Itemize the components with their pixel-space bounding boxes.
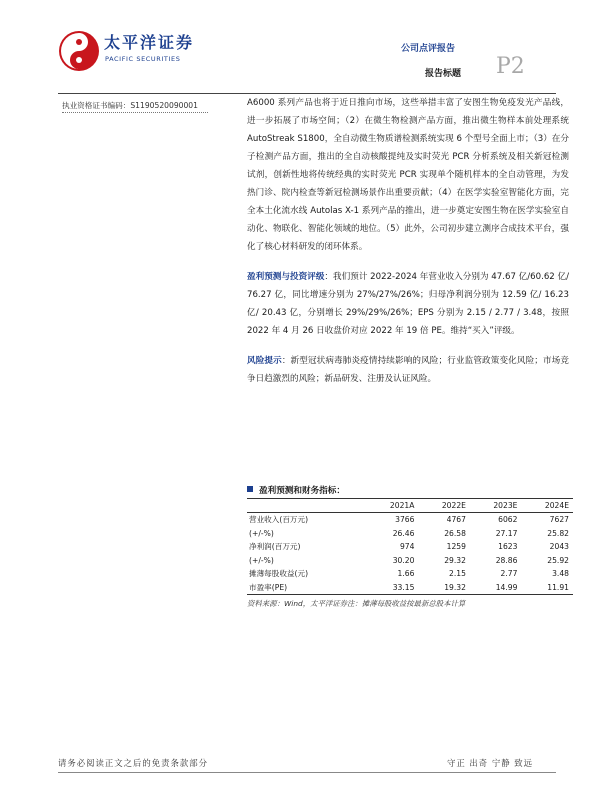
financial-table-section <box>247 484 573 609</box>
header-cell: 2021A <box>366 499 418 513</box>
table-title-text: 盈利预测和财务指标： <box>259 486 345 496</box>
table-cell: 4767 <box>446 515 466 525</box>
sidebar-divider <box>62 112 208 113</box>
footer-divider <box>58 772 556 773</box>
main-text <box>247 94 569 388</box>
table-row <box>247 581 573 595</box>
pacific-securities-logo-icon <box>58 28 102 74</box>
brand-logo <box>58 28 238 74</box>
table-cell: 25.82 <box>547 528 569 538</box>
table-cell: 1.66 <box>397 569 415 579</box>
table-cell: 29.32 <box>444 555 466 565</box>
table-cell: 2.15 <box>449 569 466 579</box>
table-title <box>247 484 573 499</box>
table-row <box>247 540 573 554</box>
table-row <box>247 513 573 527</box>
table-cell: 30.20 <box>392 555 415 565</box>
risk-paragraph <box>247 352 569 388</box>
report-type: 公司点评报告 <box>401 44 456 54</box>
table-row <box>247 554 573 568</box>
financial-table <box>247 499 573 595</box>
footer-slogan: 守正 出奇 宁静 致远 <box>447 758 533 768</box>
table-cell: 14.99 <box>470 581 522 595</box>
risk-label: 风险提示 <box>247 356 282 366</box>
report-title: 报告标题 <box>425 69 462 79</box>
square-bullet-icon <box>247 486 253 492</box>
forecast-text: ：我们预计 2022-2024 年营业收入分别为 47.67 亿/60.62 亿/ 76.27 亿，同比增速分别为 27%/27%/26%；归母净利润分别为 12.59 亿/ 16.23 亿/ 20.43 亿，分别增长 29%/29%/26%；EPS 分别为 2.15 / 2.77 / 3.48，按照 2022 年 4 月 26 日收盘价对应 2022 年 19 倍 PE。维持“买入”评级。 <box>247 272 569 336</box>
row-label: 营业收入(百万元) <box>249 515 309 525</box>
table-row <box>247 527 573 541</box>
table-cell: 2.77 <box>500 569 518 579</box>
row-label: 市盈率(PE) <box>247 581 366 595</box>
table-cell: 26.46 <box>392 528 415 538</box>
table-cell: 33.15 <box>366 581 418 595</box>
header-cell <box>247 499 366 513</box>
brand-name-en: PACIFIC SECURITIES <box>105 55 181 63</box>
table-cell: 26.58 <box>444 528 466 538</box>
brand-name-cn: 太平洋证券 <box>104 33 195 52</box>
table-source-note: 资料来源：Wind，太平洋证券注：摊薄每股收益按最新总股本计算 <box>247 599 466 608</box>
table-cell: 974 <box>399 542 415 552</box>
analyst-license: 执业资格证书编码：S1190520090001 <box>62 101 198 110</box>
row-label: 净利润(百万元) <box>249 542 301 552</box>
table-cell: 1259 <box>446 542 466 552</box>
product-paragraph: A6000 系列产品也将于近日推向市场，这些举措丰富了安图生物免疫发光产品线，进一步拓展了市场空间；（2）在微生物检测产品方面，推出微生物样本前处理系统 AutoStreak S1800，全自动微生物质谱检测系统实现 6 个型号全面上市；（3）在分子检测产品方面，推出的全自动核酸提纯及实时荧光 PCR 分析系统及相关新冠检测试剂，创新性地将传统经典的实时荧光 PCR 实现单个随机样本的全自动管理，为发热门诊、院内检查等新冠检测场景作出重要贡献；（4）在医学实验室智能化方面，完全本土化流水线 Autolas X-1 系列产品的推出，进一步奠定安图生物在医学实验室自动化、物联化、智能化领域的地位。（5）此外，公司初步建立测序合成技术平台，强化了核心材料研发的闭环体系。 <box>247 98 569 252</box>
table-cell: 2043 <box>549 542 569 552</box>
table-row <box>247 567 573 581</box>
table-cell: 25.92 <box>547 555 569 565</box>
table-cell: 27.17 <box>495 528 518 538</box>
table-header-row <box>247 499 573 513</box>
table-cell: 19.32 <box>418 581 470 595</box>
page-number: P2 <box>496 54 525 79</box>
table-cell: 28.86 <box>495 555 518 565</box>
table-cell: 3.48 <box>552 569 569 579</box>
table-cell: 11.91 <box>521 581 573 595</box>
forecast-paragraph <box>247 268 569 340</box>
table-cell: 6062 <box>498 515 518 525</box>
footer-disclaimer: 请务必阅读正文之后的免责条款部分 <box>58 758 208 768</box>
header-cell: 2022E <box>418 499 470 513</box>
header-cell: 2023E <box>470 499 522 513</box>
risk-text: ：新型冠状病毒肺炎疫情持续影响的风险；行业监管政策变化风险；市场竞争日趋激烈的风险；新品研发、注册及认证风险。 <box>247 356 569 384</box>
row-label: (+/-%) <box>249 528 274 538</box>
forecast-label: 盈利预测与投资评级 <box>247 272 325 282</box>
table-cell: 1623 <box>498 542 518 552</box>
table-cell: 3766 <box>395 515 415 525</box>
row-label: 摊薄每股收益(元) <box>249 569 309 579</box>
header-cell: 2024E <box>521 499 573 513</box>
table-cell: 7627 <box>549 515 569 525</box>
row-label: (+/-%) <box>249 555 274 565</box>
